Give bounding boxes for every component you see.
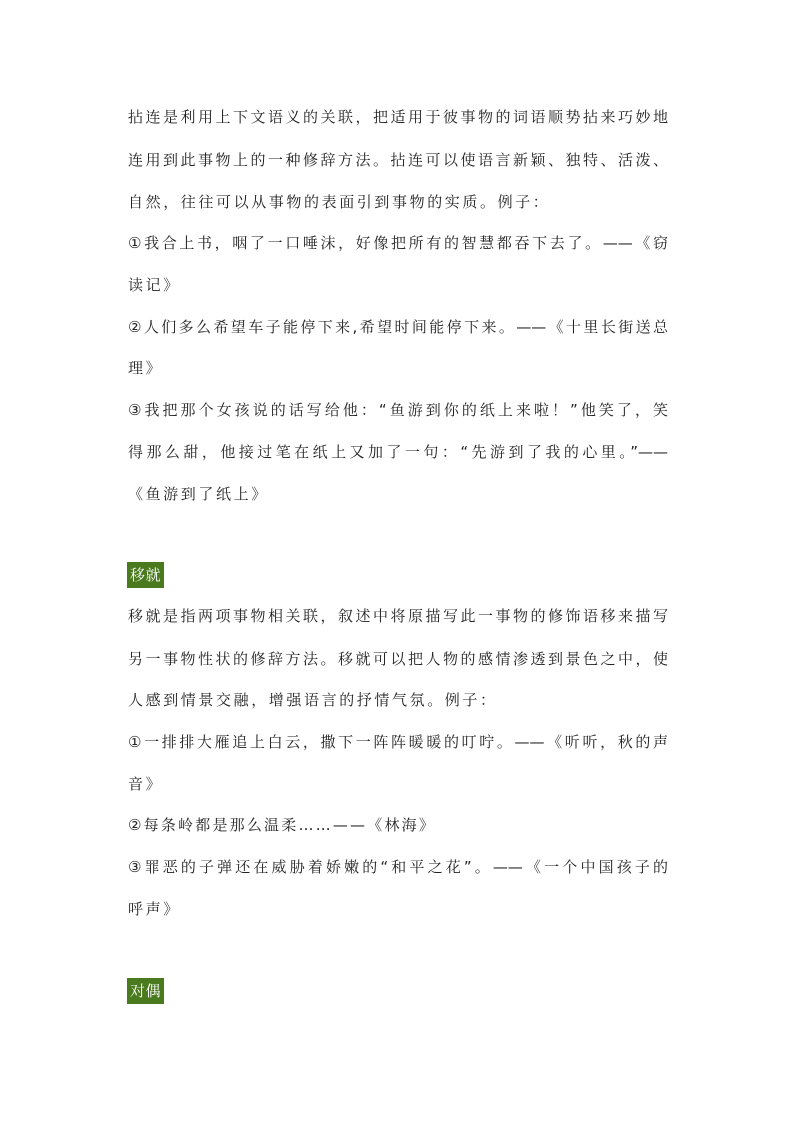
paragraph-line: 连用到此事物上的一种修辞方法。拈连可以使语言新颖、独特、活泼、 <box>128 151 668 169</box>
example-line: 《鱼游到了纸上》 <box>128 485 269 503</box>
example-line: ②每条岭都是那么温柔……——《林海》 <box>128 816 437 834</box>
example-line: ①一排排大雁追上白云，撒下一阵阵暖暖的叮咛。——《听听，秋的声 <box>128 733 668 751</box>
example-line: 得那么甜，他接过笔在纸上又加了一句：“先游到了我的心里。”—— <box>128 443 668 461</box>
paragraph-line: 拈连是利用上下文语义的关联，把适用于彼事物的词语顺势拈来巧妙地 <box>128 108 668 126</box>
paragraph-line: 自然，往往可以从事物的表面引到事物的实质。例子： <box>128 193 551 211</box>
example-line: ③罪恶的子弹还在威胁着娇嫩的“和平之花”。——《一个中国孩子的 <box>128 858 668 876</box>
section-heading: 对偶 <box>127 978 164 1004</box>
example-line: ①我合上书，咽了一口唾沫，好像把所有的智慧都吞下去了。——《窃 <box>128 234 668 252</box>
paragraph-line: 移就是指两项事物相关联，叙述中将原描写此一事物的修饰语移来描写 <box>128 607 668 625</box>
example-line: ②人们多么希望车子能停下来,希望时间能停下来。——《十里长街送总 <box>128 318 668 336</box>
section-heading: 移就 <box>127 562 164 588</box>
example-line: 理》 <box>128 359 164 377</box>
example-line: 读记》 <box>128 276 181 294</box>
example-line: ③我把那个女孩说的话写给他：“鱼游到你的纸上来啦！”他笑了，笑 <box>128 401 668 419</box>
example-line: 音》 <box>128 775 164 793</box>
example-line: 呼声》 <box>128 900 181 918</box>
paragraph-line: 另一事物性状的修辞方法。移就可以把人物的感情渗透到景色之中，使 <box>128 650 668 668</box>
paragraph-line: 人感到情景交融，增强语言的抒情气氛。例子： <box>128 691 498 709</box>
